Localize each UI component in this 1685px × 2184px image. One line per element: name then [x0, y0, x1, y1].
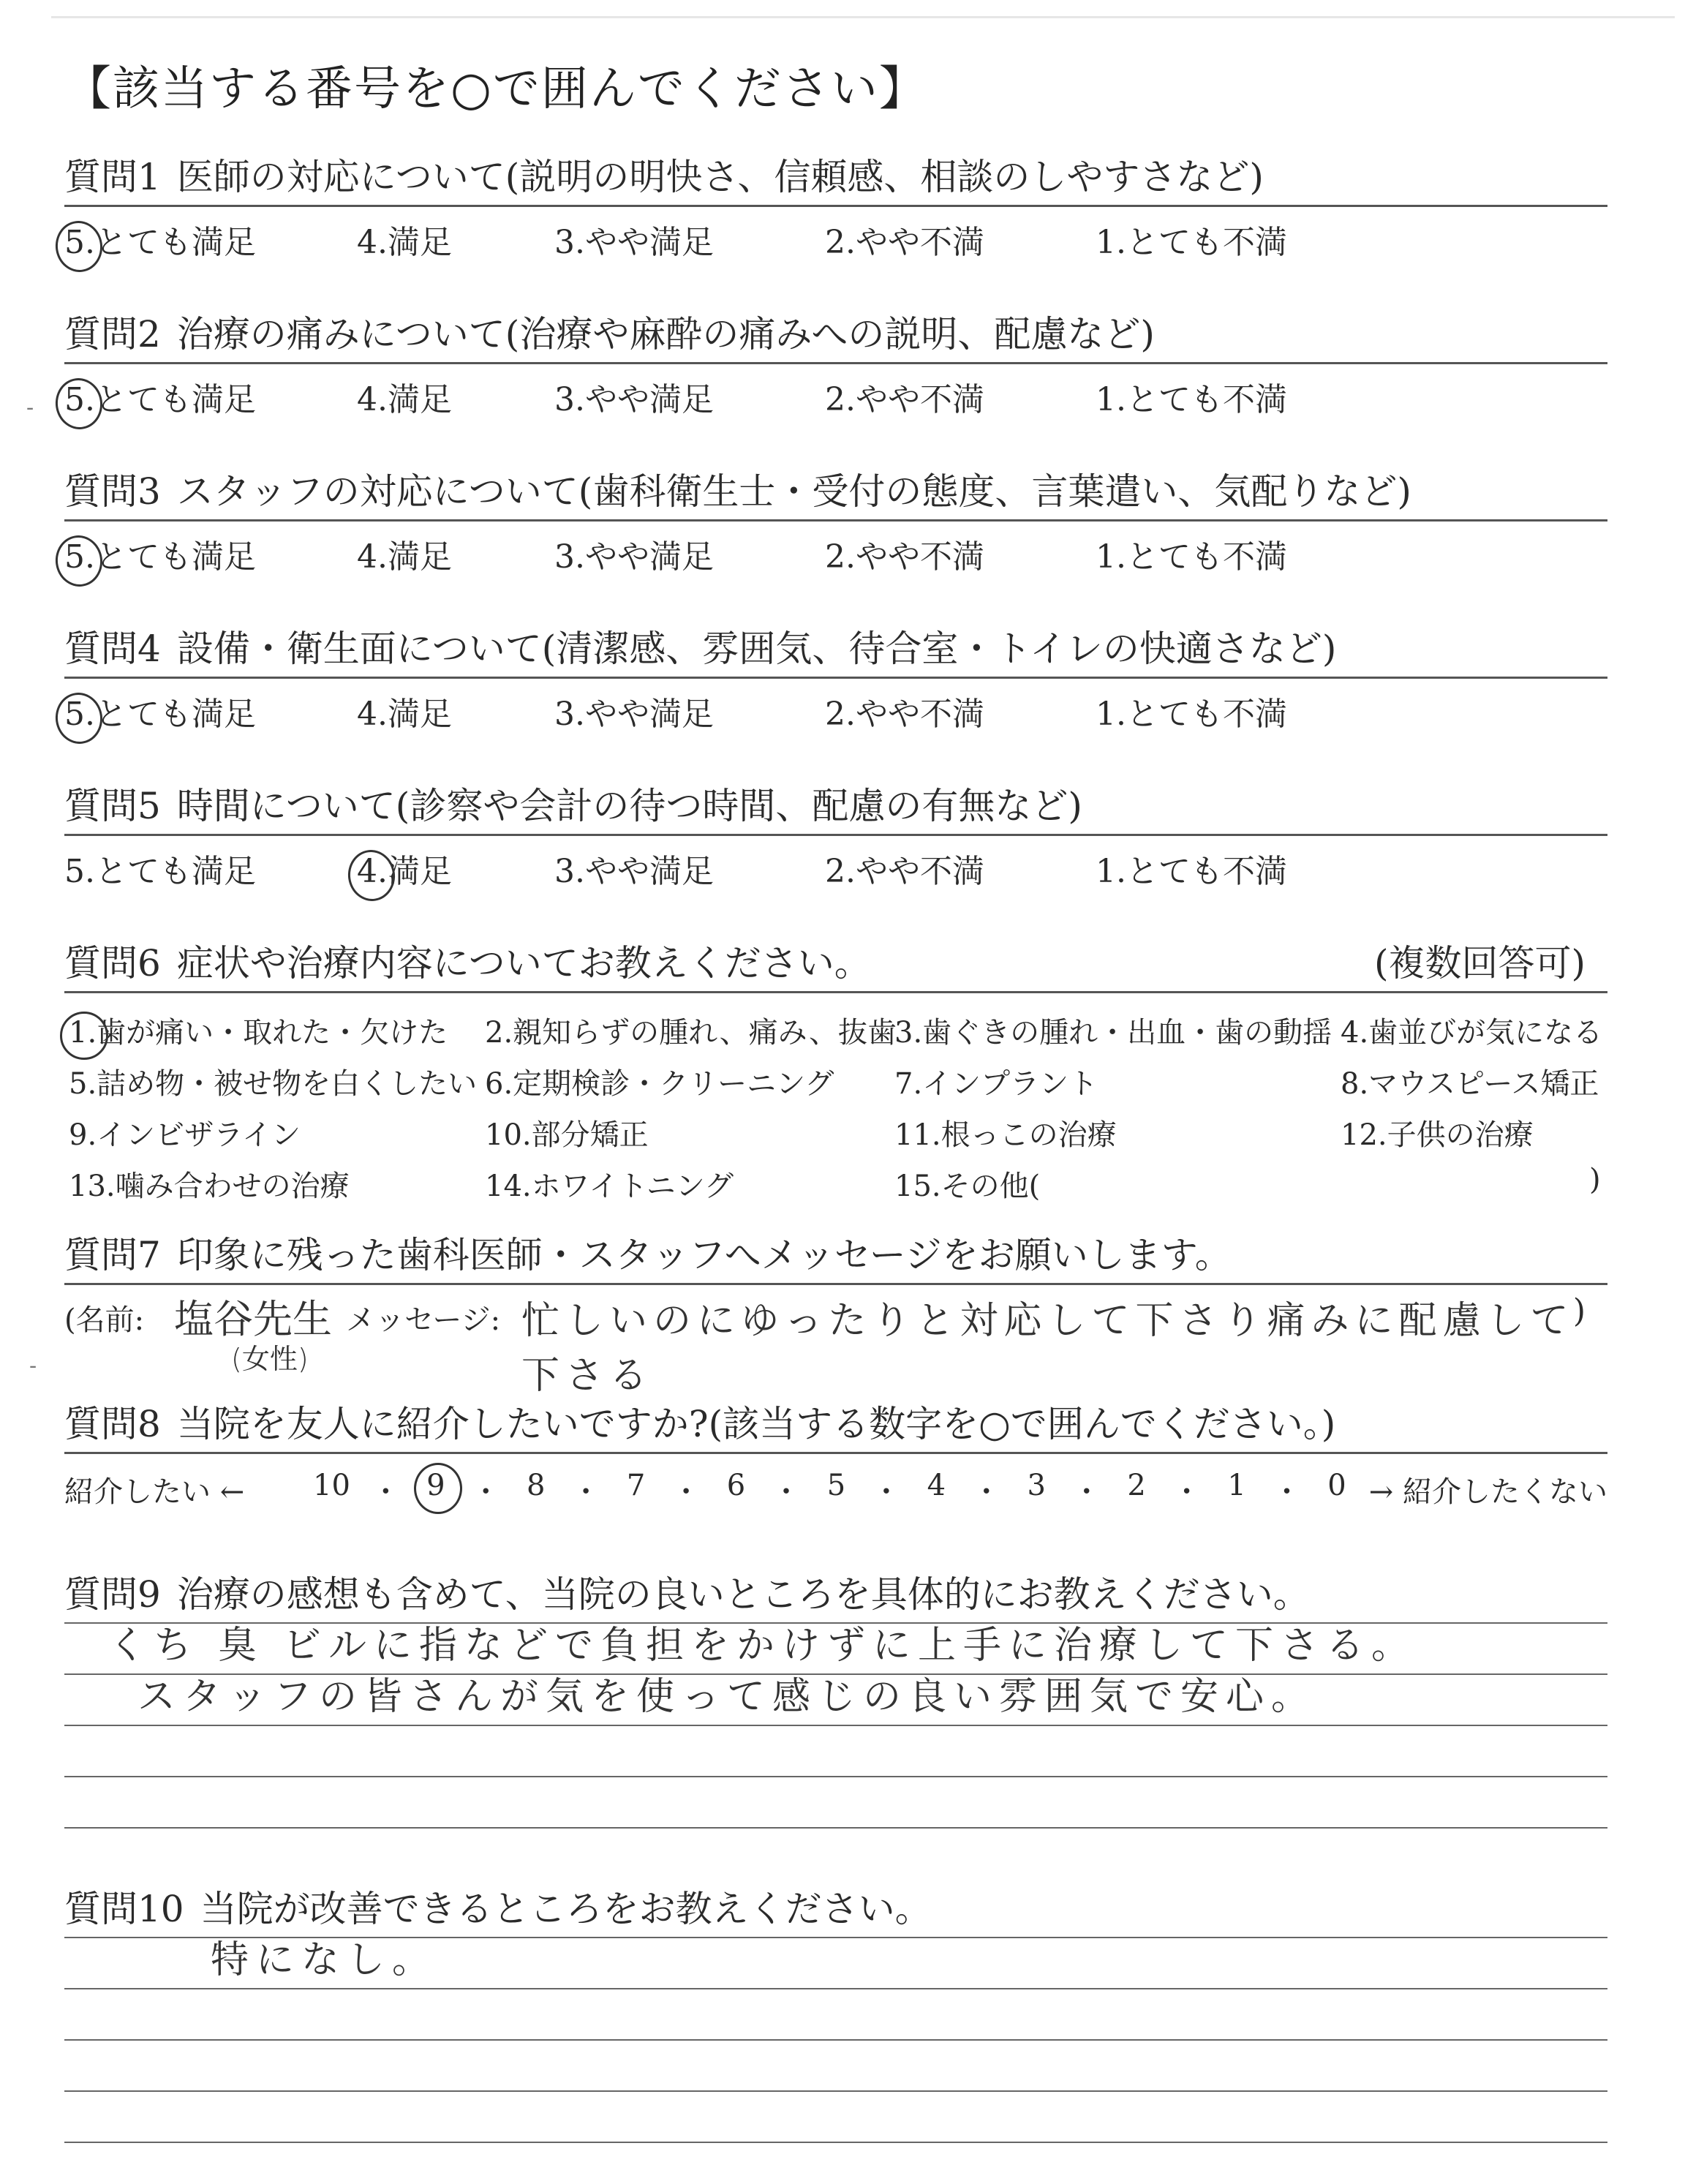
option-number: 5. — [64, 853, 95, 890]
option-number: 5. — [69, 1067, 97, 1101]
option-label: とても不満 — [1126, 538, 1287, 576]
question-number: 質問7 — [64, 1234, 161, 1276]
option-number: 8. — [1341, 1067, 1369, 1101]
option-2[interactable] — [825, 373, 984, 420]
symptom-option[interactable] — [1341, 1009, 1602, 1051]
option-4[interactable] — [357, 216, 452, 263]
option-3[interactable] — [554, 216, 714, 263]
option-number-circled: 5. — [64, 538, 95, 576]
option-label: やや満足 — [584, 853, 714, 890]
option-5[interactable] — [64, 373, 256, 420]
option-label: 歯が痛い・取れた・欠けた — [97, 1016, 448, 1050]
question-number: 質問3 — [64, 470, 161, 513]
scale-dot: ・ — [971, 1475, 1001, 1509]
margin-mark: - — [29, 1353, 37, 1379]
answer-area[interactable] — [64, 1622, 1607, 1829]
instruction-header: 【該当する番号を○で囲んでください】 — [64, 62, 927, 116]
scale-value[interactable]: 7 — [626, 1469, 646, 1502]
answer-line — [64, 1989, 1607, 2041]
option-label: とても不満 — [1126, 696, 1287, 733]
question-text: 設備・衛生面について(清潔感、雰囲気、待合室・トイレの快適さなど) — [176, 628, 1337, 670]
option-label: 歯並びが気になる — [1368, 1016, 1603, 1050]
option-number: 3. — [894, 1016, 923, 1050]
option-label: 歯ぐきの腫れ・出血・歯の動揺 — [922, 1016, 1332, 1050]
option-number: 1. — [1096, 853, 1126, 890]
scale-value[interactable]: 1 — [1227, 1469, 1246, 1502]
option-label: 満足 — [387, 696, 452, 733]
option-label: やや不満 — [855, 853, 984, 890]
symptom-option[interactable] — [485, 1009, 897, 1051]
option-label: 部分矯正 — [531, 1118, 649, 1152]
question-number: 質問4 — [64, 628, 161, 670]
option-number: 3. — [554, 696, 585, 733]
rating-options — [64, 521, 1607, 579]
question-number: 質問1 — [64, 156, 161, 198]
symptom-option[interactable] — [69, 1163, 350, 1205]
scale-dot: ・ — [371, 1475, 401, 1509]
symptom-option[interactable] — [894, 1061, 1098, 1102]
symptom-option[interactable] — [894, 1112, 1117, 1153]
option-label: やや満足 — [584, 538, 714, 576]
option-3[interactable] — [554, 373, 714, 420]
scale-value[interactable]: 8 — [526, 1469, 546, 1502]
scale-dot: ・ — [471, 1475, 501, 1509]
option-number-circled: 5. — [64, 696, 95, 733]
option-label: マウスピース矯正 — [1368, 1067, 1599, 1101]
recommend-scale — [64, 1454, 1607, 1520]
option-number: 3. — [554, 853, 585, 890]
scale-dot: ・ — [1071, 1475, 1101, 1509]
answer-area[interactable] — [64, 1937, 1607, 2143]
option-label: インビザライン — [97, 1118, 301, 1152]
option-number: 12. — [1341, 1118, 1387, 1152]
scale-dot: ・ — [1272, 1475, 1302, 1509]
gender-value: (女性) — [231, 1343, 309, 1375]
option-2[interactable] — [825, 688, 984, 734]
option-label: とても不満 — [1126, 224, 1287, 261]
question-number: 質問10 — [64, 1888, 184, 1930]
question-number: 質問2 — [64, 313, 161, 355]
option-1[interactable] — [1096, 688, 1287, 734]
message-value: 忙しいのにゆったりと対応して下さり痛みに配慮して下さる — [521, 1299, 1575, 1398]
option-4[interactable] — [357, 845, 452, 892]
scale-values — [313, 1469, 1352, 1510]
option-label: 根っこの治療 — [940, 1118, 1117, 1152]
option-label: とても満足 — [94, 538, 256, 576]
answer-line — [64, 1777, 1607, 1829]
survey-sheet — [64, 51, 1607, 2184]
answer-text: くち 臭 ビルに指などで負担をかけずに上手に治療して下さる。 — [108, 1624, 1417, 1668]
option-number: 11. — [894, 1118, 941, 1152]
scale-dot: ・ — [671, 1475, 701, 1509]
option-number: 1. — [1096, 538, 1126, 576]
question-title — [64, 620, 1607, 679]
option-label: ホワイトニング — [531, 1170, 734, 1203]
question-text: 時間について(診察や会計の待つ時間、配慮の有無など) — [176, 785, 1082, 827]
scale-dot: ・ — [1172, 1475, 1202, 1509]
option-label: ) — [1589, 1163, 1601, 1197]
option-4[interactable] — [357, 530, 452, 577]
question-title — [64, 305, 1607, 364]
option-number: 4. — [357, 381, 388, 418]
option-number-circled: 5. — [64, 224, 95, 261]
question-1 — [64, 148, 1607, 264]
option-5[interactable] — [64, 216, 256, 263]
option-number: 1. — [1096, 696, 1126, 733]
option-label: 満足 — [387, 538, 452, 576]
option-label: インプラント — [922, 1067, 1098, 1101]
option-number-circled: 1. — [69, 1016, 97, 1050]
symptom-option[interactable] — [894, 1009, 1332, 1051]
option-label: やや不満 — [855, 538, 984, 576]
option-label: やや不満 — [855, 381, 984, 418]
question-title — [64, 462, 1607, 521]
option-number: 9. — [69, 1118, 97, 1152]
question-4 — [64, 620, 1607, 736]
symptom-option[interactable] — [485, 1061, 834, 1102]
symptom-option[interactable] — [485, 1112, 649, 1153]
symptom-option[interactable] — [69, 1061, 477, 1102]
question-number: 質問9 — [64, 1573, 161, 1616]
option-label: 満足 — [387, 853, 452, 890]
option-2[interactable] — [825, 530, 984, 577]
symptom-option[interactable] — [69, 1112, 301, 1153]
rating-options — [64, 836, 1607, 893]
option-number: 7. — [894, 1067, 923, 1101]
option-label: とても満足 — [94, 696, 256, 733]
question-text: 当院を友人に紹介したいですか?(該当する数字を○で囲んでください。) — [176, 1403, 1336, 1445]
scale-left-label: 紹介したい ← — [64, 1475, 245, 1509]
scale-dot: ・ — [871, 1475, 901, 1509]
option-number: 1. — [1096, 224, 1126, 261]
name-label: (名前: — [64, 1303, 145, 1337]
question-7 — [64, 1226, 1607, 1398]
option-1[interactable] — [1096, 373, 1287, 420]
message-label: メッセージ: — [346, 1303, 501, 1337]
question-text: 症状や治療内容についてお教えください。 — [176, 942, 871, 984]
option-label: とても満足 — [94, 224, 256, 261]
question-number: 質問5 — [64, 785, 161, 827]
question-text: 印象に残った歯科医師・スタッフへメッセージをお願いします。 — [176, 1234, 1232, 1276]
option-number-circled: 5. — [64, 381, 95, 418]
option-label: とても満足 — [94, 381, 256, 418]
question-6 — [64, 934, 1607, 1203]
answer-line — [64, 2041, 1607, 2092]
other-close-paren — [1589, 1163, 1601, 1197]
symptom-option[interactable] — [485, 1163, 734, 1205]
question-title — [64, 1395, 1607, 1454]
option-2[interactable] — [825, 216, 984, 263]
option-number: 3. — [554, 538, 585, 576]
option-label: やや満足 — [584, 224, 714, 261]
option-number: 2. — [825, 538, 856, 576]
rating-options — [64, 207, 1607, 264]
option-label: 親知らずの腫れ、痛み、抜歯 — [513, 1016, 897, 1050]
option-number: 1. — [1096, 381, 1126, 418]
option-3[interactable] — [554, 845, 714, 892]
option-1[interactable] — [1096, 216, 1287, 263]
option-number: 15. — [894, 1170, 941, 1203]
option-4[interactable] — [357, 373, 452, 420]
option-4[interactable] — [357, 688, 452, 734]
question-8 — [64, 1395, 1607, 1520]
answer-line — [64, 1726, 1607, 1777]
question-5 — [64, 777, 1607, 893]
option-number: 2. — [825, 853, 856, 890]
option-label: とても不満 — [1126, 853, 1287, 890]
rating-options — [64, 364, 1607, 421]
question-text: 医師の対応について(説明の明快さ、信頼感、相談のしやすさなど) — [176, 156, 1264, 198]
option-number: 2. — [825, 224, 856, 261]
option-3[interactable] — [554, 688, 714, 734]
option-label: 満足 — [387, 381, 452, 418]
scale-dot: ・ — [771, 1475, 801, 1509]
option-label: その他( — [940, 1170, 1041, 1203]
option-label: 子供の治療 — [1387, 1118, 1534, 1152]
option-number: 4. — [357, 224, 388, 261]
answer-line — [64, 1937, 1607, 1989]
option-number: 3. — [554, 381, 585, 418]
symptom-option[interactable] — [1341, 1061, 1599, 1102]
question-2 — [64, 305, 1607, 421]
question-text: 治療の痛みについて(治療や麻酔の痛みへの説明、配慮など) — [176, 313, 1155, 355]
question-text: 当院が改善できるところをお教えください。 — [200, 1888, 932, 1930]
option-number: 14. — [485, 1170, 532, 1203]
question-number: 質問8 — [64, 1403, 161, 1445]
option-number: 13. — [69, 1170, 116, 1203]
scale-value[interactable]: 5 — [826, 1469, 846, 1502]
option-label: やや不満 — [855, 696, 984, 733]
option-5[interactable] — [64, 845, 256, 892]
option-number-circled: 4. — [357, 853, 388, 890]
answer-line — [64, 2092, 1607, 2143]
scale-value[interactable]: 6 — [726, 1469, 746, 1502]
option-label: とても満足 — [94, 853, 256, 890]
option-3[interactable] — [554, 530, 714, 577]
symptom-option[interactable] — [69, 1009, 448, 1051]
symptom-options — [64, 993, 1607, 1203]
rating-options — [64, 679, 1607, 736]
scale-right-label: → 紹介したくない — [1368, 1475, 1607, 1509]
option-1[interactable] — [1096, 845, 1287, 892]
symptom-option[interactable] — [1341, 1112, 1534, 1153]
option-2[interactable] — [825, 845, 984, 892]
scale-value[interactable]: 4 — [927, 1469, 946, 1502]
option-number: 4. — [1341, 1016, 1369, 1050]
option-label: 噛み合わせの治療 — [115, 1170, 350, 1203]
close-paren: ) — [1572, 1292, 1586, 1330]
answer-line — [64, 1675, 1607, 1726]
multiple-answer-note: (複数回答可) — [1373, 942, 1586, 984]
margin-mark: - — [26, 395, 34, 421]
symptom-option[interactable] — [894, 1163, 1040, 1205]
option-label: とても不満 — [1126, 381, 1287, 418]
option-number: 2. — [485, 1016, 513, 1050]
scale-dot: ・ — [571, 1475, 601, 1509]
page-top-edge — [51, 16, 1675, 18]
option-number: 4. — [357, 538, 388, 576]
question-10 — [64, 1880, 1607, 2143]
answer-text: スタッフの皆さんが気を使って感じの良い雰囲気で安心。 — [137, 1675, 1317, 1719]
question-title — [64, 148, 1607, 207]
question-title — [64, 934, 1607, 993]
message-field[interactable] — [64, 1285, 1607, 1398]
option-label: 定期検診・クリーニング — [513, 1067, 834, 1101]
option-label: やや満足 — [584, 381, 714, 418]
question-title — [64, 1226, 1607, 1285]
option-number: 10. — [485, 1118, 532, 1152]
question-text: 治療の感想も含めて、当院の良いところを具体的にお教えください。 — [176, 1573, 1310, 1616]
answer-text: 特になし。 — [211, 1938, 438, 1982]
scale-value[interactable]: 0 — [1327, 1469, 1346, 1502]
option-label: 満足 — [387, 224, 452, 261]
option-label: やや満足 — [584, 696, 714, 733]
option-number: 6. — [485, 1067, 513, 1101]
option-5[interactable] — [64, 530, 256, 577]
scale-value-circled[interactable]: 9 — [421, 1469, 451, 1510]
option-label: 詰め物・被せ物を白くしたい — [97, 1067, 478, 1101]
option-5[interactable] — [64, 688, 256, 734]
option-number: 2. — [825, 381, 856, 418]
question-title — [64, 777, 1607, 836]
option-1[interactable] — [1096, 530, 1287, 577]
scale-value[interactable]: 10 — [313, 1469, 350, 1502]
question-9 — [64, 1565, 1607, 1829]
name-value: 塩谷先生 — [174, 1296, 332, 1342]
option-number: 2. — [825, 696, 856, 733]
question-3 — [64, 462, 1607, 579]
option-number: 4. — [357, 696, 388, 733]
scale-value[interactable]: 3 — [1027, 1469, 1046, 1502]
option-number: 3. — [554, 224, 585, 261]
scale-value[interactable]: 2 — [1127, 1469, 1146, 1502]
question-text: スタッフの対応について(歯科衛生士・受付の態度、言葉遣い、気配りなど) — [176, 470, 1411, 513]
question-number: 質問6 — [64, 942, 161, 984]
option-label: やや不満 — [855, 224, 984, 261]
